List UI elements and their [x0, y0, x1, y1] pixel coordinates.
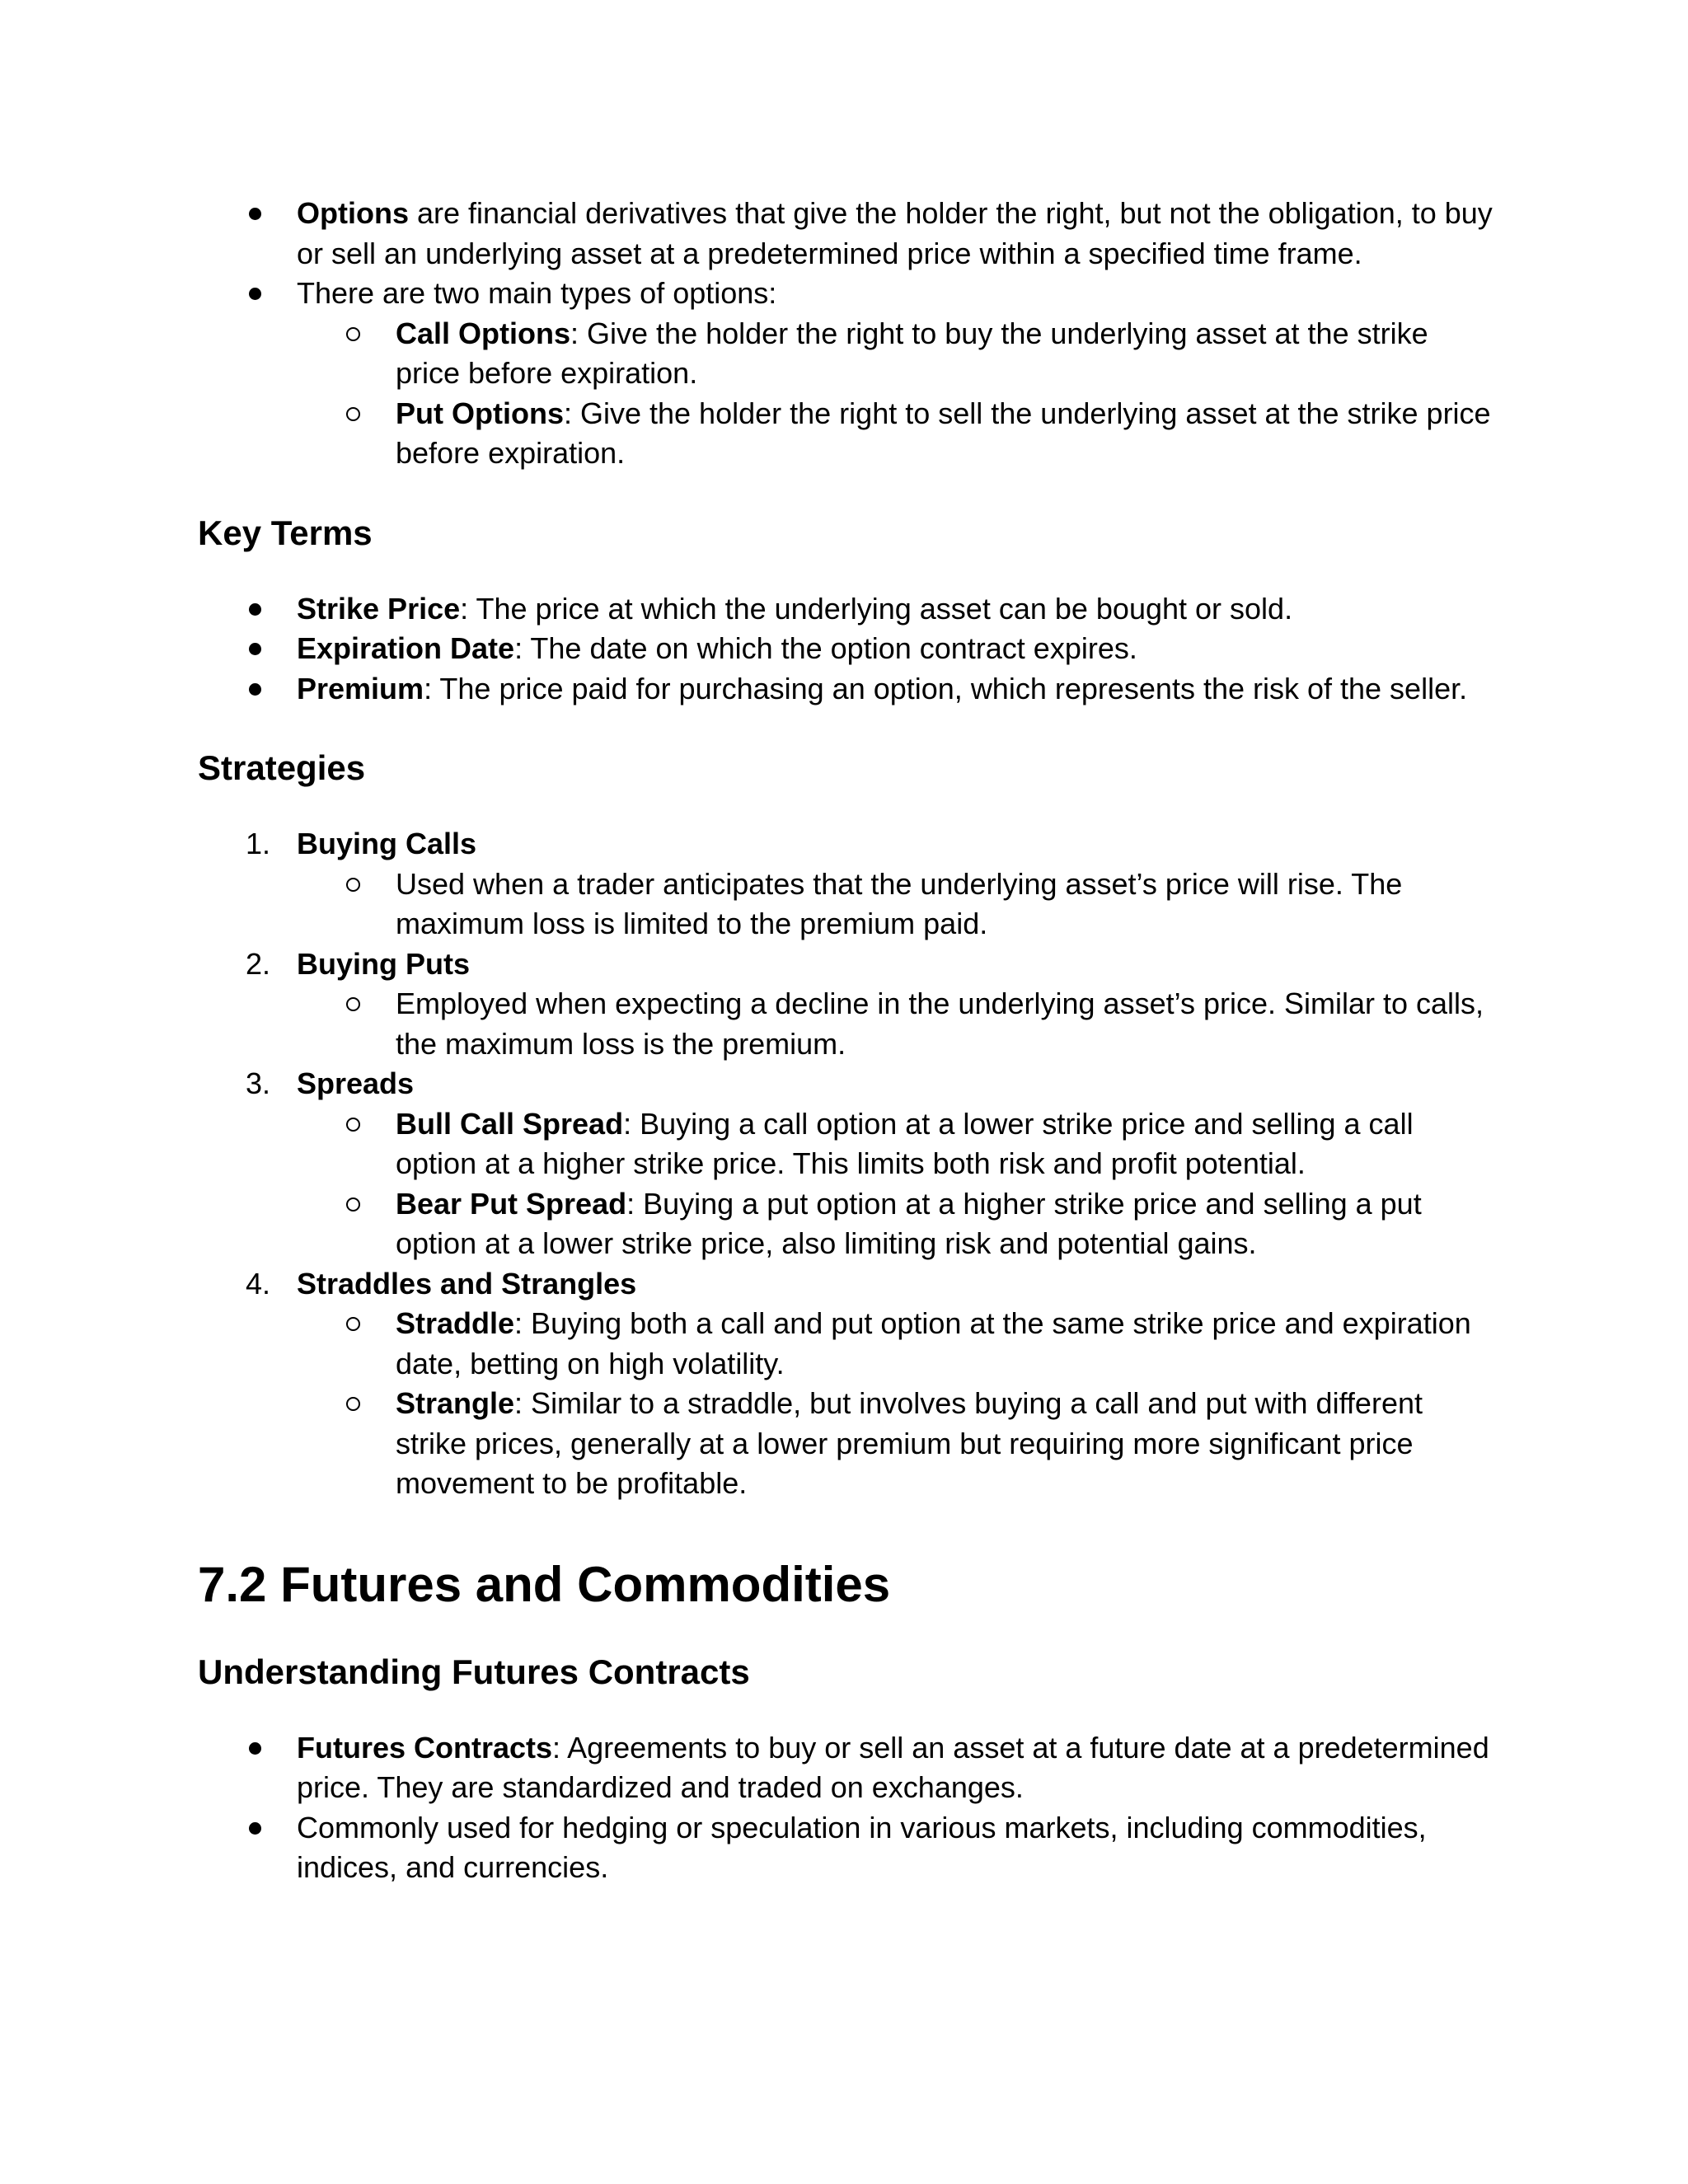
- term-description: : Buying a call option at a lower strike price and selling a call option at a higher strike price. This limits both risk and profit potential.: [396, 1106, 1414, 1180]
- list-text: Commonly used for hedging or speculation in various markets, including commodities, indices, and currencies.: [297, 1810, 1427, 1884]
- term-description: : Give the holder the right to buy the underlying asset at the strike price before expiration.: [396, 316, 1428, 390]
- strategy-title: Buying Calls: [297, 827, 477, 860]
- term-description: : Agreements to buy or sell an asset at a future date at a predetermined price. They are standardized and traded on exchanges.: [297, 1730, 1489, 1804]
- circle-bullet-icon: [346, 1317, 360, 1331]
- section-heading: 7.2 Futures and Commodities: [198, 1556, 891, 1612]
- strategies-heading: Strategies: [198, 748, 366, 787]
- list-item: [198, 1808, 1500, 1888]
- key-terms-heading: Key Terms: [198, 513, 373, 552]
- strategy-title: Spreads: [297, 1066, 415, 1100]
- list-text: Used when a trader anticipates that the underlying asset’s price will rise. The maximum loss is limited to the premium paid.: [396, 866, 1403, 940]
- term-label: Premium: [297, 671, 424, 705]
- sub-list-item: [198, 865, 1500, 944]
- term-description: : Buying a put option at a higher strike price and selling a put option at a lower strike price, also limiting risk and potential gains.: [396, 1186, 1422, 1260]
- term-description: are financial derivatives that give the holder the right, but not the obligation, to buy or sell an underlying asset at a predetermined price within a specified time frame.: [297, 196, 1493, 270]
- circle-bullet-icon: [346, 878, 360, 892]
- term-description: : The price paid for purchasing an option, which represents the risk of the seller.: [424, 671, 1468, 705]
- circle-bullet-icon: [346, 1118, 360, 1132]
- sub-list-item: [198, 314, 1500, 394]
- term-description: : Similar to a straddle, but involves buying a call and put with different strike prices, generally at a lower premium but requiring more significant price movement to be profitable.: [396, 1386, 1423, 1500]
- list-item: [198, 589, 1500, 630]
- circle-bullet-icon: [346, 1197, 360, 1212]
- term-label: Strike Price: [297, 591, 461, 626]
- list-item: [198, 194, 1500, 274]
- term-label: Expiration Date: [297, 631, 515, 665]
- term-label: Futures Contracts: [297, 1730, 553, 1765]
- list-item: [198, 669, 1500, 710]
- strategy-title: Buying Puts: [297, 946, 471, 981]
- bullet-icon: [249, 683, 261, 696]
- list-item: [198, 1728, 1500, 1808]
- bullet-icon: [249, 603, 261, 616]
- sub-list-item: [198, 1384, 1500, 1504]
- numbered-item: [198, 824, 1500, 865]
- term-label: Bull Call Spread: [396, 1106, 624, 1141]
- bullet-icon: [249, 288, 261, 300]
- numbered-item: [198, 1064, 1500, 1104]
- term-label: Call Options: [396, 316, 571, 350]
- numbered-item: [198, 1264, 1500, 1305]
- strategy-title: Straddles and Strangles: [297, 1266, 637, 1301]
- sub-list-item: [198, 1184, 1500, 1264]
- term-label: Strangle: [396, 1386, 515, 1420]
- list-item: [198, 629, 1500, 669]
- term-label: Put Options: [396, 396, 564, 430]
- numbered-item: [198, 944, 1500, 985]
- term-description: : The date on which the option contract expires.: [514, 631, 1137, 665]
- bullet-icon: [249, 643, 261, 655]
- circle-bullet-icon: [346, 407, 360, 421]
- term-label: Straddle: [396, 1306, 515, 1340]
- circle-bullet-icon: [346, 327, 360, 341]
- sub-list-item: [198, 984, 1500, 1064]
- document-page: [198, 194, 1500, 1888]
- list-text: Employed when expecting a decline in the underlying asset’s price. Similar to calls, the maximum loss is the premium.: [396, 987, 1484, 1061]
- list-text: There are two main types of options:: [297, 276, 777, 310]
- bullet-icon: [249, 208, 261, 220]
- sub-list-item: [198, 394, 1500, 474]
- item-number: 3.: [246, 1066, 271, 1100]
- sub-list-item: [198, 1304, 1500, 1384]
- list-item: [198, 274, 1500, 314]
- item-number: 4.: [246, 1266, 271, 1301]
- item-number: 2.: [246, 946, 271, 981]
- term-description: : Give the holder the right to sell the underlying asset at the strike price before expiration.: [396, 396, 1491, 470]
- bullet-icon: [249, 1742, 261, 1755]
- term-description: : The price at which the underlying asset can be bought or sold.: [460, 591, 1293, 626]
- item-number: 1.: [246, 827, 271, 860]
- bullet-icon: [249, 1822, 261, 1835]
- term-label: Options: [297, 196, 409, 230]
- circle-bullet-icon: [346, 1397, 360, 1411]
- subsection-heading: Understanding Futures Contracts: [198, 1652, 750, 1691]
- term-description: : Buying both a call and put option at the same strike price and expiration date, betting on high volatility.: [396, 1306, 1471, 1380]
- circle-bullet-icon: [346, 997, 360, 1011]
- sub-list-item: [198, 1104, 1500, 1184]
- term-label: Bear Put Spread: [396, 1186, 627, 1221]
